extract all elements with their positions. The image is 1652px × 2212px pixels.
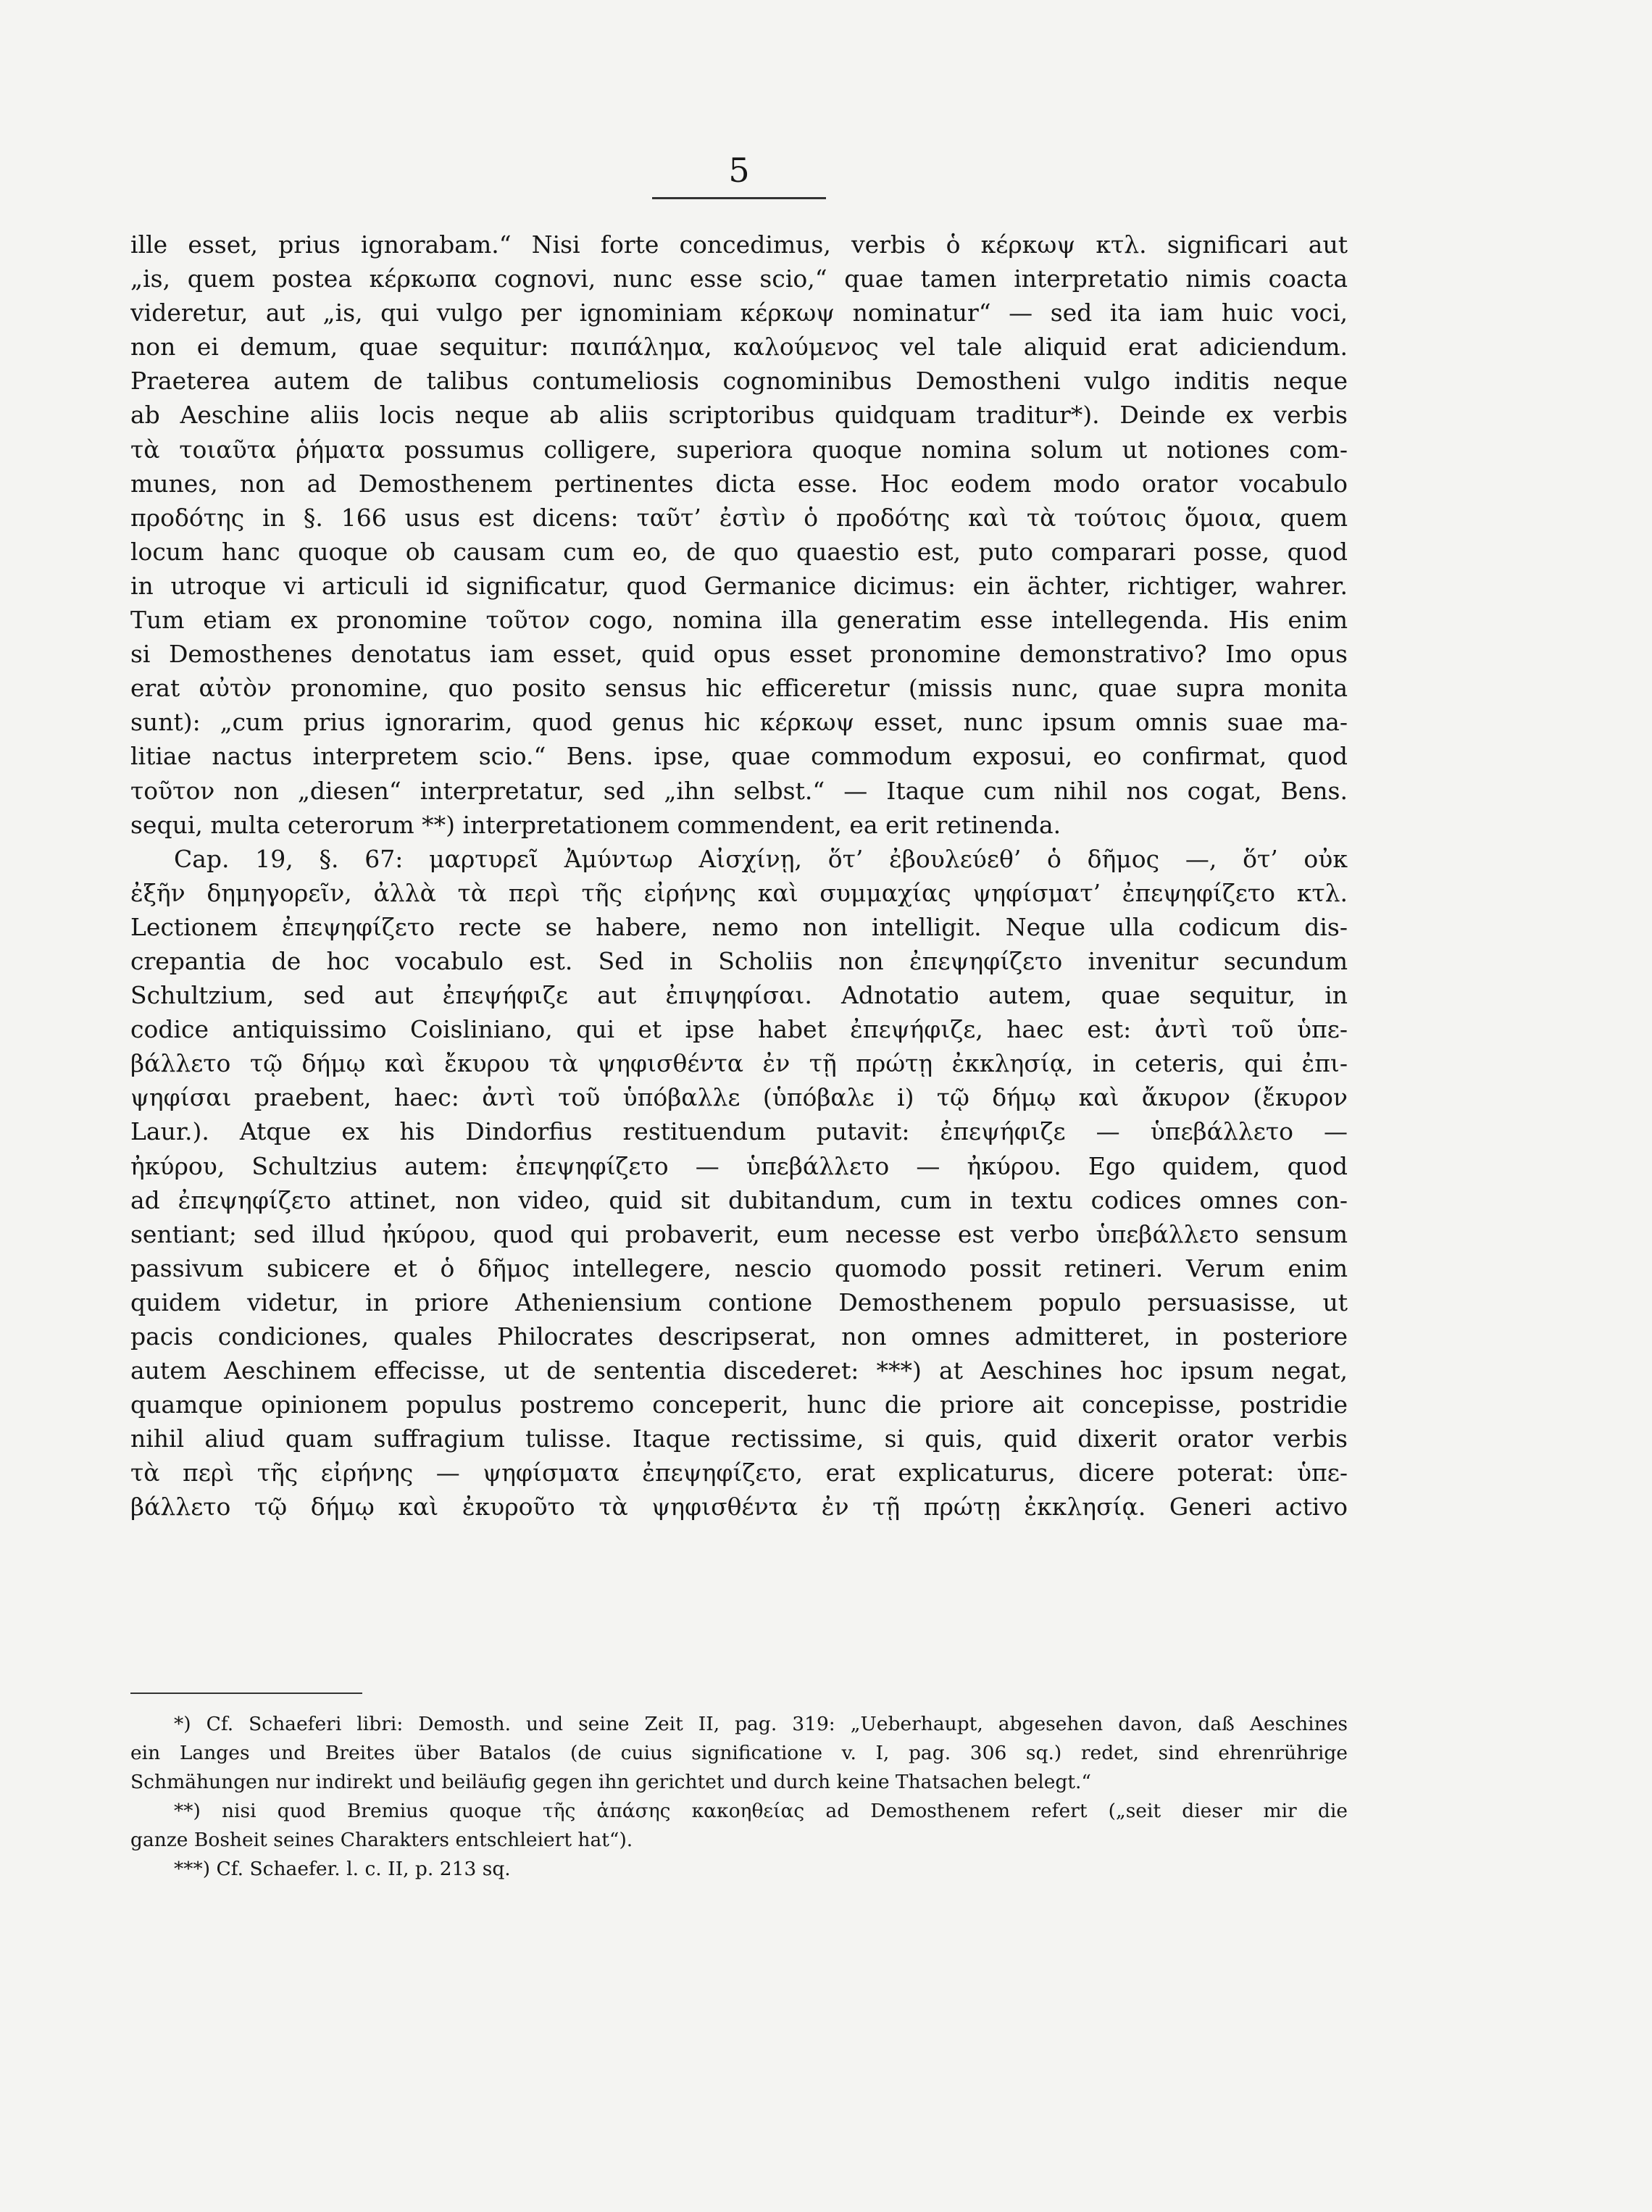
text-line: Cap. 19, §. 67: μαρτυρεῖ Ἀμύντωρ Αἰσχίνῃ, ὅτ’ ἐβουλεύεθ’ ὁ δῆμος —, ὅτ’ οὐκ xyxy=(174,844,1348,873)
body-text xyxy=(130,228,1348,1524)
text-line: litiae nactus interpretem scio.“ Bens. ipse, quae commodum exposui, eo confirmat, quod xyxy=(130,742,1348,771)
text-line: videretur, aut „is, qui vulgo per ignominiam κέρκωψ nominatur“ — sed ita iam huic voci, xyxy=(130,299,1348,327)
footnotes xyxy=(130,1710,1348,1884)
footnote-line: Schmähungen nur indirekt und beiläufig gegen ihn gerichtet und durch keine Thatsachen belegt.“ xyxy=(130,1771,1091,1793)
text-line: non ei demum, quae sequitur: παιπάλημα, καλούμενος vel tale aliquid erat adiciendum. xyxy=(130,333,1348,362)
text-line: pacis condiciones, quales Philocrates descripserat, non omnes admitteret, in posteriore xyxy=(130,1322,1348,1351)
text-line: βάλλετο τῷ δήμῳ καὶ ἐκυροῦτο τὰ ψηφισθέντα ἐν τῇ πρώτῃ ἐκκλησίᾳ. Generi activo xyxy=(130,1493,1348,1522)
text-line: βάλλετο τῷ δήμῳ καὶ ἔκυρου τὰ ψηφισθέντα ἐν τῇ πρώτῃ ἐκκλησίᾳ, in ceteris, qui ἐπι- xyxy=(130,1049,1348,1078)
text-line: crepantia de hoc vocabulo est. Sed in Scholiis non ἐπεψηφίζετο invenitur secundum xyxy=(130,946,1348,975)
text-line: Schultzium, sed aut ἐπεψήφιζε aut ἐπιψηφίσαι. Adnotatio autem, quae sequitur, in xyxy=(130,981,1348,1010)
footnote-line: ein Langes und Breites über Batalos (de cuius significatione v. I, pag. 306 sq.) redet, sind ehrenrührige xyxy=(130,1742,1348,1764)
text-line: locum hanc quoque ob causam cum eo, de quo quaestio est, puto comparari posse, quod xyxy=(130,537,1348,566)
text-line: ab Aeschine aliis locis neque ab aliis scriptoribus quidquam traditur*). Deinde ex verbis xyxy=(130,401,1348,430)
footnote-line: ganze Bosheit seines Charakters entschleiert hat“). xyxy=(130,1829,633,1851)
text-line: codice antiquissimo Coisliniano, qui et ipse habet ἐπεψήφιζε, haec est: ἀντὶ τοῦ ὑπε- xyxy=(130,1015,1348,1044)
text-line: ille esset, prius ignorabam.“ Nisi forte concedimus, verbis ὁ κέρκωψ κτλ. significari aut xyxy=(130,230,1348,259)
text-line: sequi, multa ceterorum **) interpretationem commendent, ea erit retinenda. xyxy=(130,810,1061,839)
text-line: sunt): „cum prius ignorarim, quod genus hic κέρκωψ esset, nunc ipsum omnis suae ma- xyxy=(130,708,1348,737)
text-line: ψηφίσαι praebent, haec: ἀντὶ τοῦ ὑπόβαλλε (ὑπόβαλε i) τῷ δήμῳ καὶ ἄκυρον (ἔκυρον xyxy=(130,1083,1348,1112)
text-line: si Demosthenes denotatus iam esset, quid opus esset pronomine demonstrativo? Imo opus xyxy=(130,640,1348,669)
text-line: erat αὐτὸν pronomine, quo posito sensus hic efficeretur (missis nunc, quae supra monita xyxy=(130,674,1348,703)
text-line: autem Aeschinem effecisse, ut de sententia discederet: ***) at Aeschines hoc ipsum negat, xyxy=(130,1356,1348,1385)
text-line: τὰ τοιαῦτα ῥήματα possumus colligere, superiora quoque nomina solum ut notiones com- xyxy=(130,435,1348,464)
text-line: τὰ περὶ τῆς εἰρήνης — ψηφίσματα ἐπεψηφίζετο, erat explicaturus, dicere poterat: ὑπε- xyxy=(130,1458,1348,1487)
text-line: Lectionem ἐπεψηφίζετο recte se habere, nemo non intelligit. Neque ulla codicum dis- xyxy=(130,912,1348,941)
text-line: quidem videtur, in priore Atheniensium contione Demosthenem populo persuasisse, ut xyxy=(130,1287,1348,1316)
footnote-rule xyxy=(130,1693,362,1694)
text-line: sentiant; sed illud ἠκύρου, quod qui probaverit, eum necesse est verbo ὑπεβάλλετο sensum xyxy=(130,1219,1348,1248)
header-rule xyxy=(652,197,826,199)
text-line: ad ἐπεψηφίζετο attinet, non video, quid sit dubitandum, cum in textu codices omnes con- xyxy=(130,1185,1348,1214)
footnote-line: **) nisi quod Bremius quoque τῆς ἁπάσης κακοηθείας ad Demosthenem refert („seit dieser mir die xyxy=(174,1800,1348,1822)
footnote-line: ***) Cf. Schaefer. l. c. II, p. 213 sq. xyxy=(174,1858,511,1880)
text-line: Tum etiam ex pronomine τοῦτον cogo, nomina illa generatim esse intellegenda. His enim xyxy=(130,606,1348,635)
text-line: Laur.). Atque ex his Dindorfius restituendum putavit: ἐπεψήφιζε — ὑπεβάλλετο — xyxy=(130,1117,1348,1146)
text-line: προδότης in §. 166 usus est dicens: ταῦτ’ ἐστὶν ὁ προδότης καὶ τὰ τούτοις ὅμοια, quem xyxy=(130,503,1348,532)
footnote-line: *) Cf. Schaeferi libri: Demosth. und seine Zeit II, pag. 319: „Ueberhaupt, abgesehen davon, daß Aeschines xyxy=(174,1713,1348,1735)
text-line: τοῦτον non „diesen“ interpretatur, sed „ihn selbst.“ — Itaque cum nihil nos cogat, Bens. xyxy=(130,776,1348,805)
text-line: Praeterea autem de talibus contumeliosis cognominibus Demostheni vulgo inditis neque xyxy=(130,367,1348,396)
text-line: ἠκύρου, Schultzius autem: ἐπεψηφίζετο — ὑπεβάλλετο — ἠκύρου. Ego quidem, quod xyxy=(130,1151,1348,1180)
text-line: in utroque vi articuli id significatur, quod Germanice dicimus: ein ächter, richtiger, wahrer. xyxy=(130,571,1348,600)
page-number: 5 xyxy=(728,151,750,190)
text-line: munes, non ad Demosthenem pertinentes dicta esse. Hoc eodem modo orator vocabulo xyxy=(130,469,1348,498)
text-line: quamque opinionem populus postremo conceperit, hunc die priore ait concepisse, postridie xyxy=(130,1390,1348,1419)
text-line: passivum subicere et ὁ δῆμος intellegere, nescio quomodo possit retineri. Verum enim xyxy=(130,1253,1348,1282)
text-line: „is, quem postea κέρκωπα cognovi, nunc esse scio,“ quae tamen interpretatio nimis coacta xyxy=(130,264,1348,293)
text-line: ἐξῆν δημηγορεῖν, ἀλλὰ τὰ περὶ τῆς εἰρήνης καὶ συμμαχίας ψηφίσματ’ ἐπεψηφίζετο κτλ. xyxy=(130,878,1348,907)
text-line: nihil aliud quam suffragium tulisse. Itaque rectissime, si quis, quid dixerit orator verbis xyxy=(130,1424,1348,1453)
